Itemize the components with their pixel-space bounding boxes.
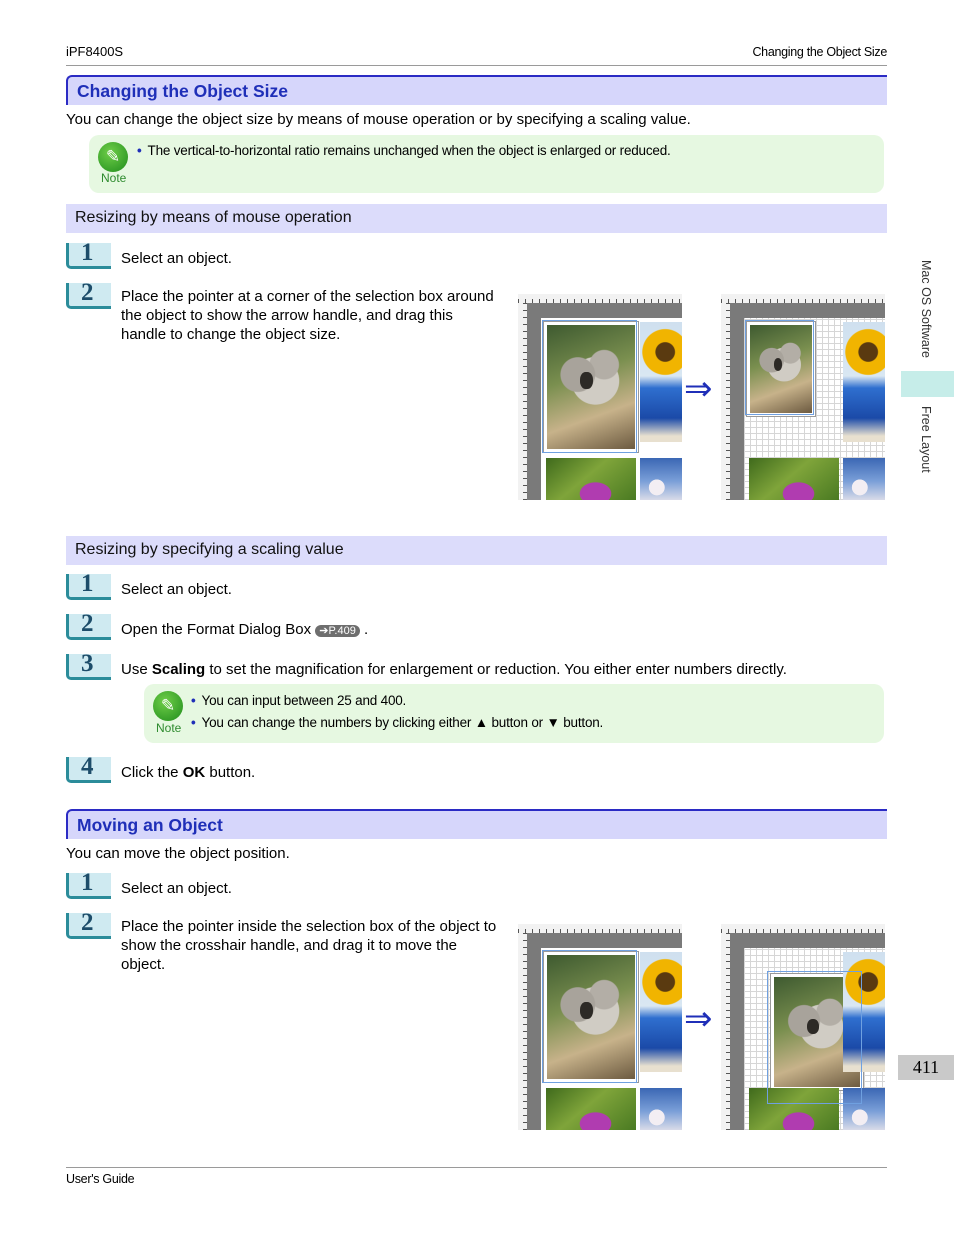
selection-box: [767, 971, 862, 1104]
selection-box: [745, 320, 814, 415]
step-number: 2: [66, 283, 111, 309]
step-number: 1: [66, 574, 111, 600]
side-chapter: Free Layout: [919, 406, 933, 473]
note-box: [144, 684, 884, 743]
step-text: Select an object.: [121, 581, 232, 598]
note-item: • The vertical-to-horizontal ratio remains unchanged when the object is enlarged or reduced.: [137, 143, 671, 158]
note-item: • You can input between 25 and 400.: [191, 693, 407, 708]
step-number: 1: [66, 243, 111, 269]
page-reference-link[interactable]: ➔P.409: [315, 625, 360, 637]
blossom-photo: [843, 458, 885, 500]
step-number: 4: [66, 757, 111, 783]
footer-divider: [66, 1167, 887, 1168]
double-arrow-right-icon: ⇒: [684, 369, 713, 409]
sunflower-photo: [640, 952, 682, 1072]
section-title: Moving an Object: [77, 815, 223, 835]
sunflower-photo: [843, 322, 885, 442]
subheading-mouse: [66, 204, 887, 233]
pencil-note-icon: ✎: [98, 142, 128, 172]
page-number: 411: [898, 1055, 954, 1080]
blossom-photo: [640, 458, 682, 500]
screenshot-after-resize: [721, 294, 885, 500]
leaf-photo: [546, 1088, 636, 1130]
step-number: 3: [66, 654, 111, 680]
section-title: Changing the Object Size: [77, 81, 288, 101]
step-text: Click the OK button.: [121, 764, 256, 781]
step-text: Select an object.: [121, 250, 232, 267]
note-label: Note: [101, 171, 127, 185]
step-number: 1: [66, 873, 111, 899]
note-box: [89, 135, 884, 193]
screenshot-after-move: [721, 924, 885, 1130]
header-model: iPF8400S: [66, 44, 124, 59]
step-number: 2: [66, 913, 111, 939]
side-tab-marker: [901, 371, 954, 397]
selection-box: [542, 320, 637, 453]
step-text: Place the pointer inside the selection box of the object to show the crosshair handle, and drag it to move the object.: [121, 918, 497, 973]
note-item: • You can change the numbers by clicking either ▲ button or ▼ button.: [191, 715, 604, 730]
blossom-photo: [640, 1088, 682, 1130]
side-category: Mac OS Software: [919, 260, 933, 358]
note-label: Note: [156, 721, 182, 735]
sunflower-photo: [640, 322, 682, 442]
selection-box: [542, 950, 637, 1083]
leaf-photo: [546, 458, 636, 500]
screenshot-before-move: [518, 924, 682, 1130]
section-intro: You can change the object size by means of mouse operation or by specifying a scaling value.: [66, 111, 691, 128]
step-text: Place the pointer at a corner of the selection box around the object to show the arrow handle, and drag this handle to change the object size.: [121, 288, 494, 343]
step-text: Open the Format Dialog Box ➔P.409 .: [121, 621, 369, 638]
subheading-scaling: [66, 536, 887, 565]
footer-guide: User's Guide: [66, 1172, 135, 1186]
step-text: Use Scaling to set the magnification for enlargement or reduction. You either enter numbers directly.: [121, 661, 787, 678]
screenshot-before-resize: [518, 294, 682, 500]
section-intro: You can move the object position.: [66, 845, 290, 862]
step-number: 2: [66, 614, 111, 640]
leaf-photo: [749, 458, 839, 500]
subheading-title: Resizing by specifying a scaling value: [75, 541, 344, 558]
header-divider: [66, 65, 887, 66]
header-section: Changing the Object Size: [752, 45, 887, 59]
section-heading-changing-size: [66, 75, 887, 105]
step-text: Select an object.: [121, 880, 232, 897]
subheading-title: Resizing by means of mouse operation: [75, 209, 352, 226]
pencil-note-icon: ✎: [153, 691, 183, 721]
double-arrow-right-icon: ⇒: [684, 999, 713, 1039]
section-heading-moving: [66, 809, 887, 839]
